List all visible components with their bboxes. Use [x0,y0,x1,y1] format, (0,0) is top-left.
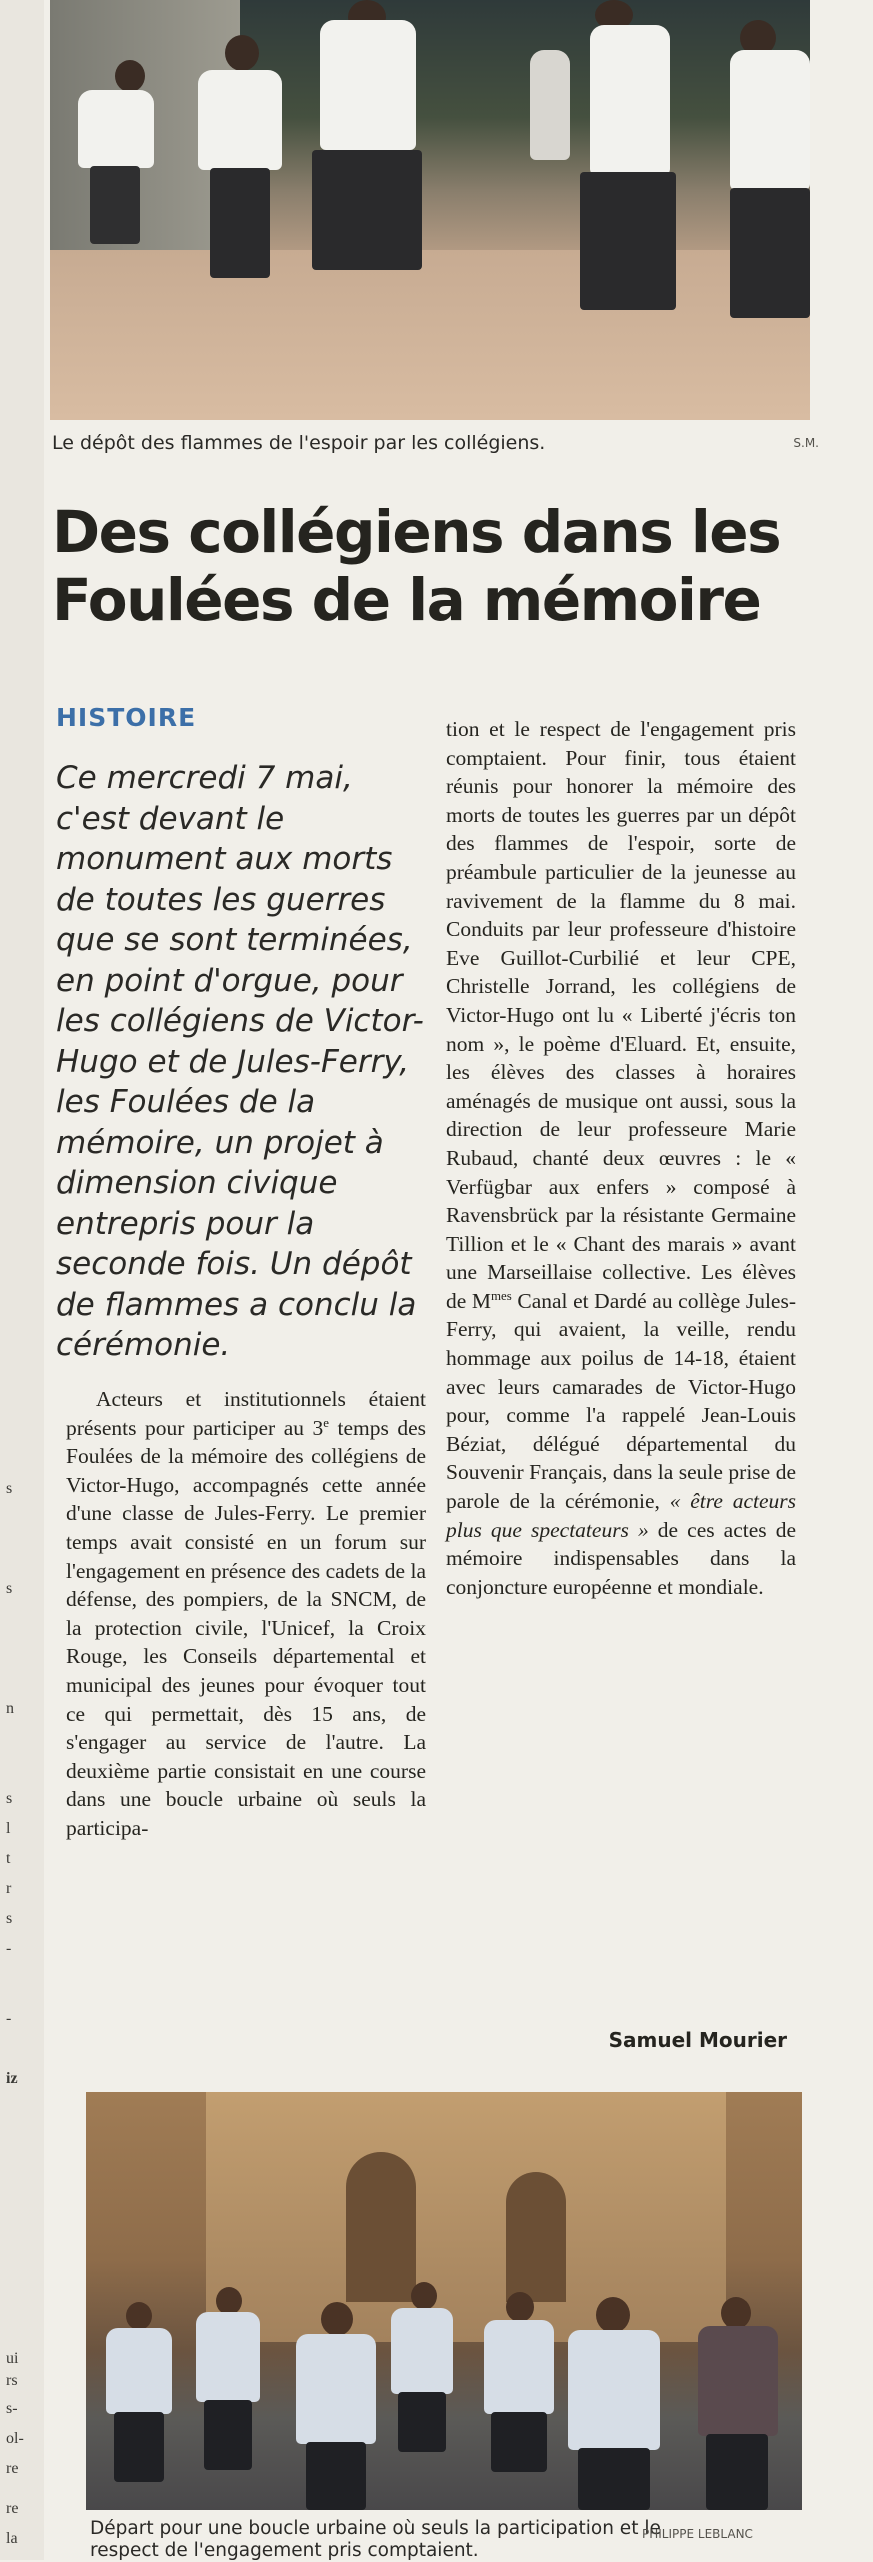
margin-fragment: l [6,1820,11,1837]
body-text: Canal et Dardé au collège Jules-Ferry, qui avaient, la veille, rendu hommage aux poilus de 14-18, étaient avec leurs camarades de Victor-Hugo pour, comme l'a rappelé Jean-Louis Béziat, délégué départemental du Souvenir Français, dans la seule prise de parole de la cérémonie, [446,1288,796,1514]
margin-fragment: ui [6,2350,19,2367]
section-rubric: HISTOIRE [56,703,197,732]
pavement [50,250,810,420]
adjacent-column-margin [0,0,44,2560]
ordinal-superscript: e [323,1415,329,1430]
margin-fragment: ol- [6,2430,24,2447]
photo-caption: Départ pour une boucle urbaine où seuls la participation et le respect de l'engagement pris comptaient. [90,2518,661,2561]
margin-fragment: - [6,1940,12,1957]
margin-fragment: s [6,1480,13,1497]
quote-text: « être acteurs plus que spectateurs » [446,1489,797,1542]
article-headline: Des collégiens dans les Foulées de la mémoire [52,498,781,634]
author-signature: Samuel Mourier [608,2028,787,2052]
margin-fragment: - [6,2010,12,2027]
margin-fragment: s [6,1790,13,1807]
article-body-column-right [446,715,796,1601]
body-text: temps des Foulées de la mémoire des collégiens de Victor-Hugo, accompagnés cette année d'une classe de Jules-Ferry. Le premier temps avait consisté en un forum sur l'engagement en présence des cadets de la défense, des pompiers, de la SNCM, de la protection civile, l'Unicef, la Croix Rouge, les Conseils départemental et municipal des jeunes pour évoquer tout ce qui permettait, dès 15 ans, de s'engager au service de l'autre. La deuxième partie consistait en une course dans une boucle urbaine où seuls la participa- [66,1415,426,1840]
photo-credit: PHILIPPE LEBLANC [642,2527,753,2541]
margin-fragment: la [6,2530,18,2547]
margin-fragment: n [6,1700,14,1717]
body-text: Acteurs et institutionnels étaient présents pour participer au 3 [66,1387,426,1440]
photo-students-flame-ceremony [50,0,810,420]
margin-fragment: r [6,1880,12,1897]
photo-caption: Le dépôt des flammes de l'espoir par les collégiens. [52,432,546,454]
body-text: tion et le respect de l'engagement pris comptaient. Pour finir, tous étaient réunis pour honorer la mémoire des morts de toutes les guerres par un dépôt des flammes de l'espoir, sorte de préambule particulier de la jeunesse au ravivement de la flamme du 8 mai. Conduits par leur professeure d'histoire Eve Guillot-Curbilié et leur CPE, Christelle Jorrand, les collégiens de Victor-Hugo ont lu « Liberté j'écris ton nom », le poème d'Eluard. Et, ensuite, les élèves des classes à horaires aménagés de musique ont aussi, sous la direction de leur professeure Marie Rubaud, chanté deux œuvres : le « Verfügbar aux enfers » composé à Ravensbrück par la résistante Germaine Tillion et le « Chant des marais » avant une Marseillaise collective. Les élèves de M [446,717,796,1313]
article-lead: Ce mercredi 7 mai, c'est devant le monument aux morts de toutes les guerres que se sont terminées, en point d'orgue, pour les collégiens de Victor-Hugo et de Jules-Ferry, les Foulées de la mémoire, un projet à dimension civique entrepris pour la seconde fois. Un dépôt de flammes a conclu la cérémonie. [56,760,424,1363]
margin-fragment: s [6,1580,13,1597]
photo-urban-race-start [86,2092,802,2510]
margin-fragment: s [6,1910,13,1927]
honorific-superscript: mes [491,1288,512,1303]
margin-fragment: iz [6,2070,18,2087]
margin-fragment: rs [6,2372,18,2389]
article-body-column-left [66,1385,426,1843]
margin-fragment: re [6,2460,19,2477]
margin-fragment: t [6,1850,11,1867]
photo-credit: S.M. [793,436,819,450]
body-text: de ces actes de mémoire indispensables dans la conjoncture européenne et mondiale. [446,1517,796,1599]
church-facade [206,2092,726,2342]
margin-fragment: s- [6,2400,18,2417]
margin-fragment: re [6,2500,19,2517]
